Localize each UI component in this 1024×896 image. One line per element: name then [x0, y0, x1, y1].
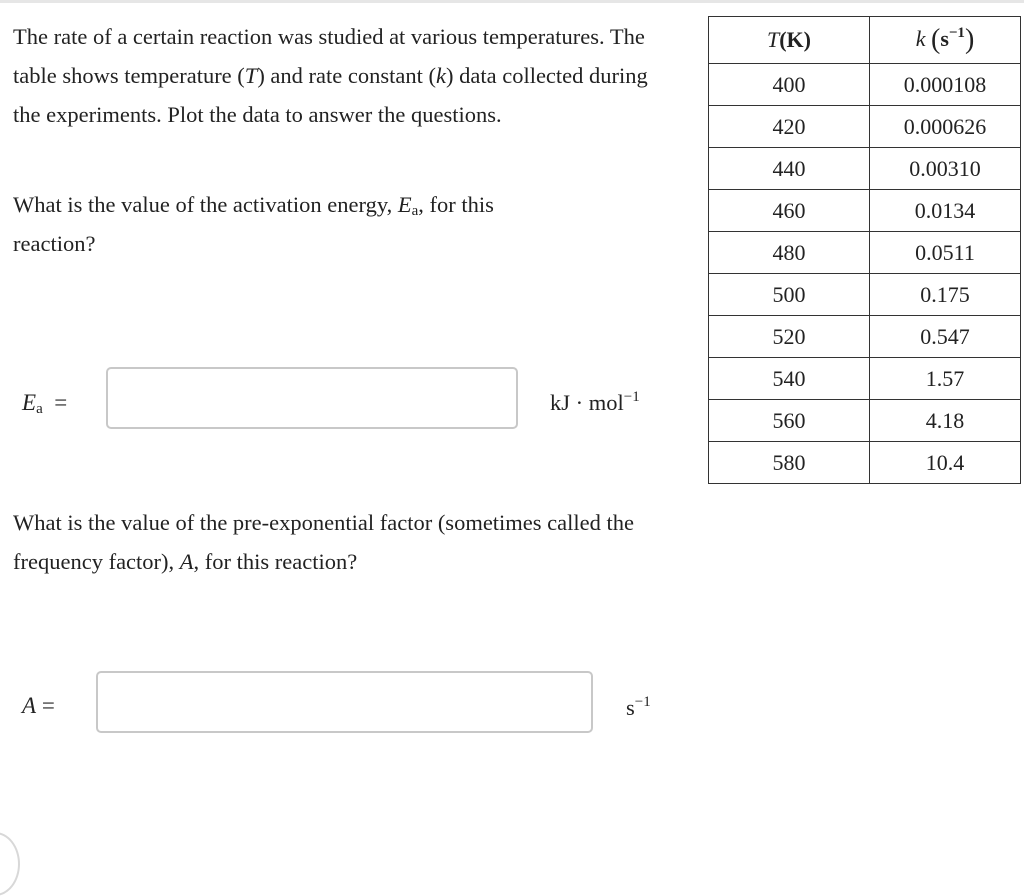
cell-rate-constant: 10.4: [870, 442, 1021, 484]
cell-temperature: 440: [709, 148, 870, 190]
table-header-row: [709, 17, 1021, 64]
cell-temperature: 540: [709, 358, 870, 400]
pre-exponential-unit: $s^{-1}$: [626, 694, 651, 720]
table-row: [709, 442, 1021, 484]
cell-rate-constant: 0.00310: [870, 148, 1021, 190]
question-pre-exponential-factor: What is the value of the pre-exponential factor (sometimes called the frequency factor), A, for this reaction?: [13, 510, 635, 574]
cell-temperature: 460: [709, 190, 870, 232]
question-activation-energy: What is the value of the activation energy, $E_a$, for this reaction?: [13, 192, 494, 256]
pre-exponential-input[interactable]: [96, 671, 593, 733]
activation-energy-input[interactable]: [106, 367, 518, 429]
cell-rate-constant: 0.0511: [870, 232, 1021, 274]
cell-rate-constant: 0.175: [870, 274, 1021, 316]
cell-rate-constant: 0.000626: [870, 106, 1021, 148]
cell-rate-constant: 0.000108: [870, 64, 1021, 106]
table-row: [709, 316, 1021, 358]
table-row: [709, 400, 1021, 442]
header-temperature: T(K): [709, 17, 870, 64]
table-row: [709, 148, 1021, 190]
cell-temperature: 500: [709, 274, 870, 316]
cell-temperature: 580: [709, 442, 870, 484]
table-row: [709, 106, 1021, 148]
cell-rate-constant: 0.547: [870, 316, 1021, 358]
temperature-rate-table: [708, 16, 1021, 484]
activation-energy-label: $E_a$ =: [22, 390, 68, 417]
cell-rate-constant: 4.18: [870, 400, 1021, 442]
top-border: [0, 0, 1024, 3]
cell-rate-constant: 1.57: [870, 358, 1021, 400]
cell-temperature: 520: [709, 316, 870, 358]
cell-rate-constant: 0.0134: [870, 190, 1021, 232]
table-row: [709, 232, 1021, 274]
table-row: [709, 274, 1021, 316]
table-row: [709, 190, 1021, 232]
table-row: [709, 358, 1021, 400]
pre-exponential-label: A =: [22, 693, 55, 718]
header-rate-constant: k $(s^{-1})$: [870, 17, 1021, 64]
intro-paragraph: The rate of a certain reaction was studied at various temperatures. The table shows temperature (T) and rate constant (k) data collected during the experiments. Plot the data to answer the questions.: [13, 24, 648, 127]
corner-widget: [0, 832, 20, 896]
cell-temperature: 420: [709, 106, 870, 148]
cell-temperature: 560: [709, 400, 870, 442]
cell-temperature: 400: [709, 64, 870, 106]
cell-temperature: 480: [709, 232, 870, 274]
activation-energy-unit: kJ · mol$^{-1}$: [550, 389, 640, 415]
table-row: [709, 64, 1021, 106]
